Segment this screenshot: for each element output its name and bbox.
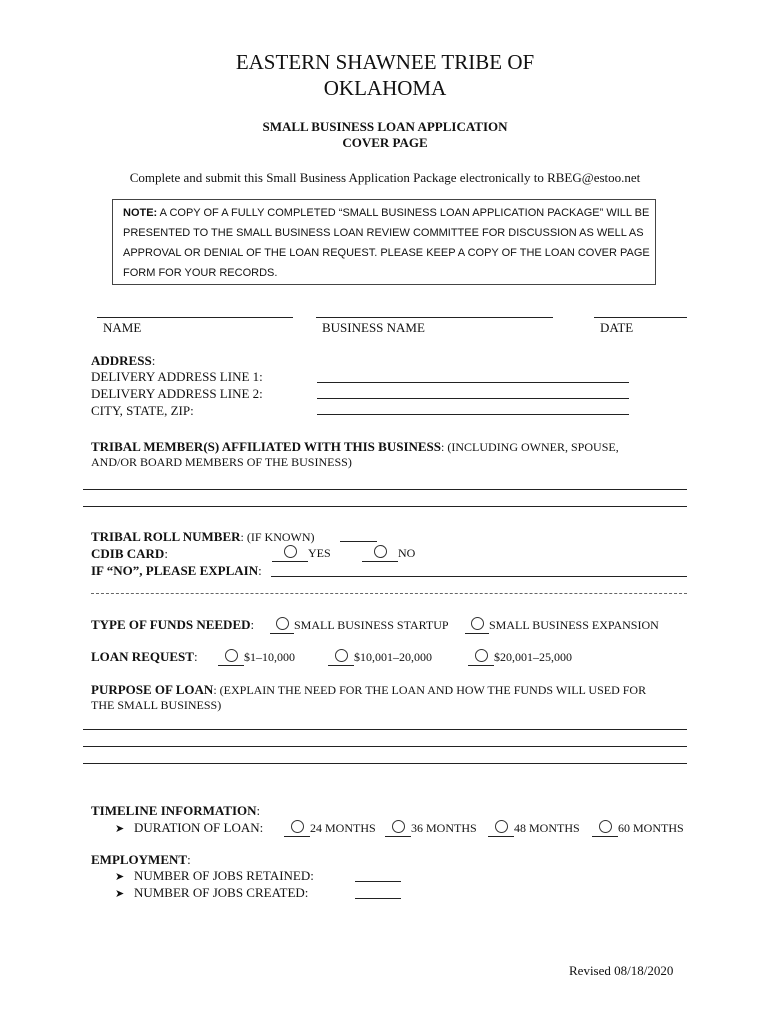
funds-startup-radio[interactable] <box>276 617 289 630</box>
loan-request-heading: LOAN REQUEST: <box>91 649 198 664</box>
org-title-line2: OKLAHOMA <box>323 76 447 100</box>
tribal-members-field-1[interactable] <box>83 489 687 490</box>
bullet-arrow-icon: ➤ <box>115 888 125 900</box>
note-text: A COPY OF A FULLY COMPLETED “SMALL BUSINESS LOAN APPLICATION PACKAGE” WILL BE PRESENTED TO THE SMALL BUSINESS LOAN REVIEW COMMITTEE FOR DISCUSSION AS WELL AS APPROVAL OR DENIAL OF THE LOAN REQUEST. PLEASE KEEP A COPY OF THE LOAN COVER PAGE FORM FOR YOUR RECORDS. <box>123 207 650 279</box>
jobs-retained-label: ➤ NUMBER OF JOBS RETAINED: <box>115 868 314 883</box>
tribal-members-heading: TRIBAL MEMBER(S) AFFILIATED WITH THIS BUSINESS: (INCLUDING OWNER, SPOUSE, <box>91 439 619 454</box>
loan-option-3[interactable]: $20,001–25,000 <box>468 649 572 666</box>
address-line1-label: DELIVERY ADDRESS LINE 1: <box>91 369 263 384</box>
explain-heading: IF “NO”, PLEASE EXPLAIN: <box>91 563 262 578</box>
org-title-line1: EASTERN SHAWNEE TRIBE OF <box>235 50 535 74</box>
duration-48-radio[interactable] <box>495 820 508 833</box>
address-heading: ADDRESS: <box>91 353 156 368</box>
cdib-no-option[interactable]: NO <box>362 545 415 562</box>
date-label: DATE <box>600 320 634 335</box>
bullet-arrow-icon: ➤ <box>115 871 125 883</box>
duration-label: ➤ DURATION OF LOAN: <box>115 820 264 835</box>
duration-60-radio[interactable] <box>599 820 612 833</box>
employment-heading: EMPLOYMENT: <box>91 852 191 867</box>
name-label: NAME <box>103 320 142 335</box>
cdib-no-radio[interactable] <box>374 545 387 558</box>
city-state-zip-label: CITY, STATE, ZIP: <box>91 403 194 418</box>
funds-heading: TYPE OF FUNDS NEEDED: <box>91 617 255 632</box>
jobs-created-field[interactable] <box>355 898 401 899</box>
address-line1-field[interactable] <box>317 382 629 383</box>
duration-24-option[interactable]: 24 MONTHS <box>284 820 376 837</box>
cdib-yes-option[interactable]: YES <box>272 545 331 562</box>
explain-field-2[interactable] <box>91 593 687 594</box>
bullet-arrow-icon: ➤ <box>115 823 125 835</box>
loan-option-2-radio[interactable] <box>335 649 348 662</box>
revised-date: Revised 08/18/2020 <box>569 963 674 978</box>
tribal-roll-field[interactable] <box>340 541 377 542</box>
purpose-field-1[interactable] <box>83 729 687 730</box>
loan-option-2[interactable]: $10,001–20,000 <box>328 649 432 666</box>
duration-48-option[interactable]: 48 MONTHS <box>488 820 580 837</box>
duration-36-radio[interactable] <box>392 820 405 833</box>
tribal-roll-heading: TRIBAL ROLL NUMBER: (IF KNOWN) <box>91 529 315 544</box>
duration-24-radio[interactable] <box>291 820 304 833</box>
date-field[interactable] <box>594 317 687 318</box>
submission-instructions: Complete and submit this Small Business Application Package electronically to RBEG@estoo.net <box>129 170 641 185</box>
duration-60-option[interactable]: 60 MONTHS <box>592 820 684 837</box>
cdib-heading: CDIB CARD: <box>91 546 168 561</box>
note-label: NOTE: <box>123 207 158 219</box>
jobs-retained-field[interactable] <box>355 881 401 882</box>
timeline-heading: TIMELINE INFORMATION: <box>91 803 261 818</box>
city-state-zip-field[interactable] <box>317 414 629 415</box>
funds-expansion-radio[interactable] <box>471 617 484 630</box>
loan-option-1[interactable]: $1–10,000 <box>218 649 295 666</box>
funds-startup-option[interactable]: SMALL BUSINESS STARTUP <box>270 617 449 634</box>
explain-field-1[interactable] <box>271 576 687 577</box>
loan-option-1-radio[interactable] <box>225 649 238 662</box>
duration-36-option[interactable]: 36 MONTHS <box>385 820 477 837</box>
purpose-heading: PURPOSE OF LOAN: (EXPLAIN THE NEED FOR THE LOAN AND HOW THE FUNDS WILL USED FOR <box>91 682 647 697</box>
cdib-yes-radio[interactable] <box>284 545 297 558</box>
business-name-field[interactable] <box>316 317 553 318</box>
purpose-field-2[interactable] <box>83 746 687 747</box>
funds-expansion-option[interactable]: SMALL BUSINESS EXPANSION <box>465 617 659 634</box>
tribal-members-field-2[interactable] <box>83 506 687 507</box>
address-line2-field[interactable] <box>317 398 629 399</box>
purpose-note: THE SMALL BUSINESS) <box>91 698 222 712</box>
address-line2-label: DELIVERY ADDRESS LINE 2: <box>91 386 263 401</box>
loan-option-3-radio[interactable] <box>475 649 488 662</box>
tribal-members-note: AND/OR BOARD MEMBERS OF THE BUSINESS) <box>91 455 352 469</box>
form-title: SMALL BUSINESS LOAN APPLICATION <box>262 119 508 134</box>
business-name-label: BUSINESS NAME <box>322 320 425 335</box>
note-box <box>112 199 656 285</box>
form-subtitle: COVER PAGE <box>342 135 428 150</box>
purpose-field-3[interactable] <box>83 763 687 764</box>
jobs-created-label: ➤ NUMBER OF JOBS CREATED: <box>115 885 309 900</box>
name-field[interactable] <box>97 317 293 318</box>
